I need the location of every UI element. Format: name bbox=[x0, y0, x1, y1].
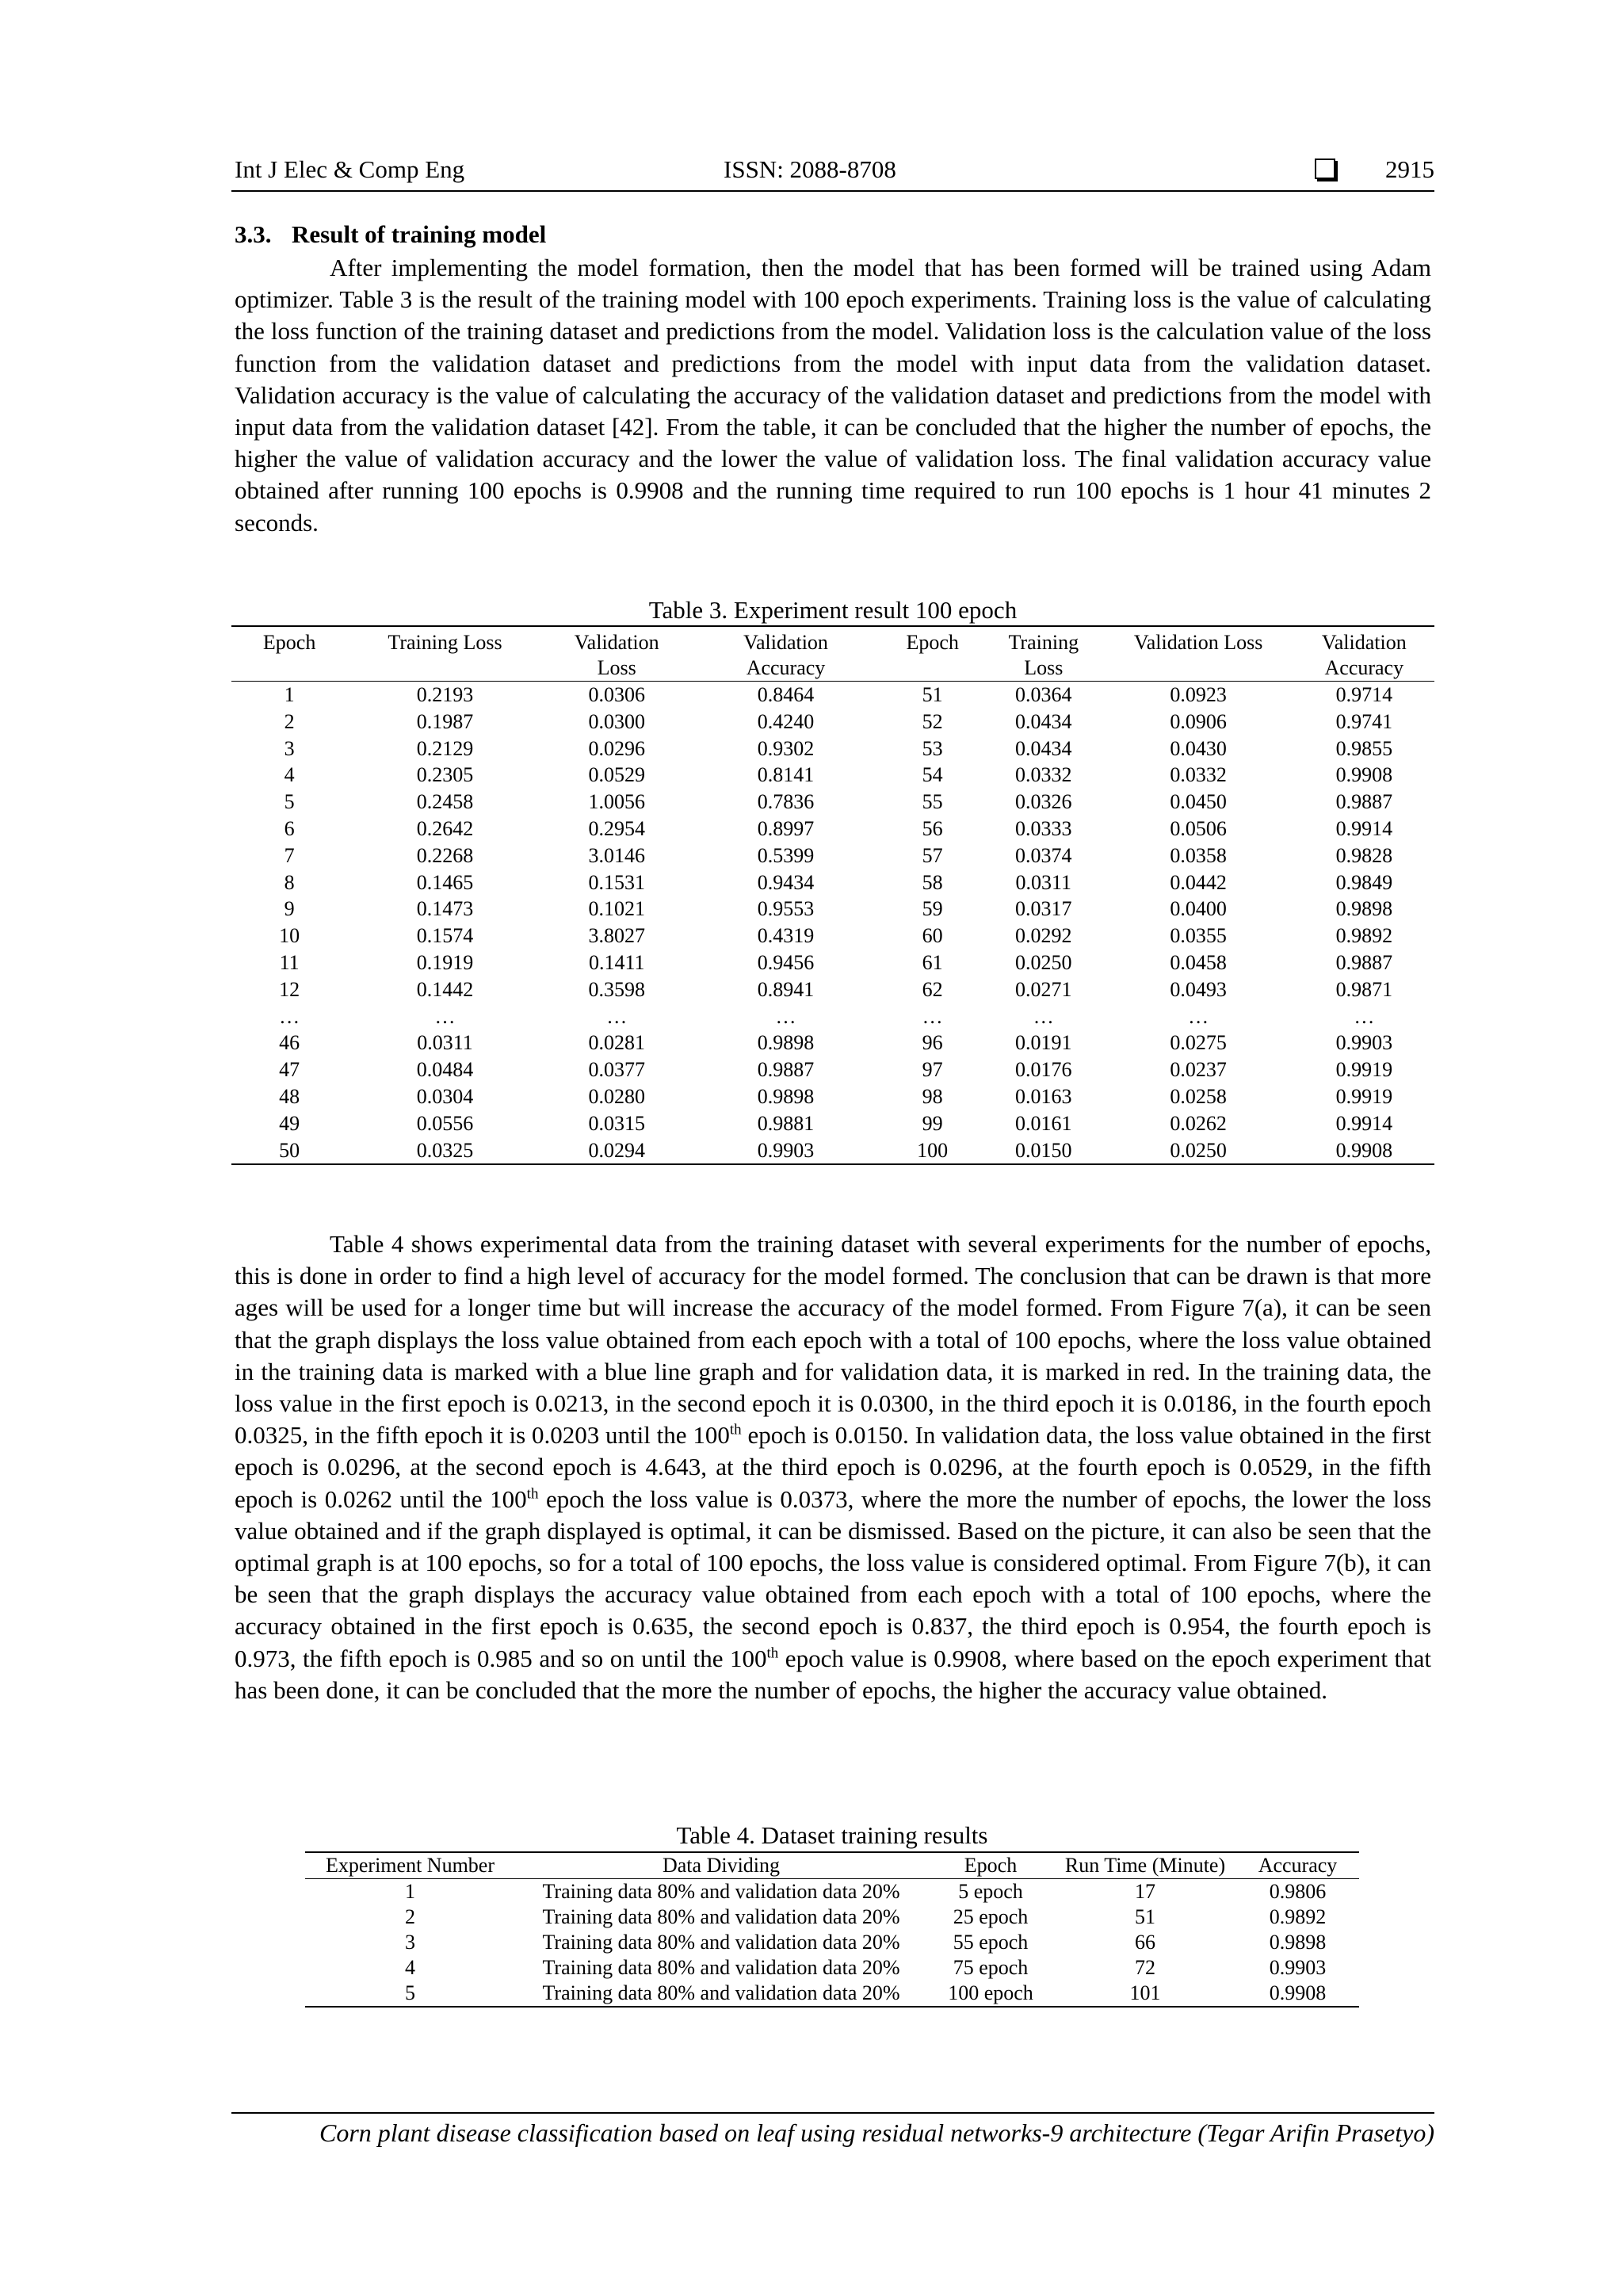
paragraph-text: epoch value is 0.9908, where based on the epoch experiment that has been done, it can be concluded that the more the number of epochs, the higher the accuracy value obtained. bbox=[235, 1644, 1432, 1704]
table3-cell: 0.9919 bbox=[1335, 1084, 1393, 1108]
table3-cell: 0.2129 bbox=[416, 736, 474, 760]
table3-row bbox=[231, 896, 1434, 923]
table3-row bbox=[231, 1030, 1434, 1056]
table3-cell: 50 bbox=[279, 1138, 300, 1162]
table3-cell: 0.0300 bbox=[588, 709, 645, 733]
table3-cell: 0.0250 bbox=[1015, 950, 1072, 974]
table3-cell: 0.2642 bbox=[416, 816, 474, 840]
table3-cell: 0.9881 bbox=[757, 1111, 815, 1135]
section-title: Result of training model bbox=[292, 220, 547, 248]
table3-cell: 7 bbox=[284, 843, 295, 867]
table3-cell: 0.0377 bbox=[588, 1058, 645, 1082]
table3-cell: 0.0458 bbox=[1170, 950, 1227, 974]
table4-header-cell: Run Time (Minute) bbox=[1064, 1854, 1226, 1877]
table3-cell: 52 bbox=[922, 709, 943, 733]
table4-header-cell: Experiment Number bbox=[326, 1854, 495, 1877]
table3-cell: 0.7836 bbox=[757, 790, 815, 814]
table3-cell: 0.4319 bbox=[757, 924, 815, 948]
paragraph-text: epoch is 0.0150. In validation data, the loss value obtained in the first epoch is 0.0296, at the second epoch is 4.643, at the third epoch is 0.0296, at the fourth epoch is 0.0529, in the fifth epoch is 0.0262 until the 100 bbox=[235, 1421, 1431, 1513]
table4-caption: Table 4. Dataset training results bbox=[676, 1821, 988, 1849]
table4-cell: Training data 80% and validation data 20% bbox=[542, 1981, 900, 2004]
table4-dataset-training-results bbox=[305, 1851, 1359, 2008]
table3-row bbox=[231, 976, 1434, 1003]
table3-cell: 58 bbox=[922, 870, 943, 894]
running-header bbox=[231, 155, 1434, 192]
table3-cell: … bbox=[775, 1004, 796, 1028]
table3-cell: 9 bbox=[284, 897, 295, 921]
table3-cell: 3 bbox=[284, 736, 295, 760]
table3-row bbox=[231, 789, 1434, 816]
table4-cell: 0.9806 bbox=[1269, 1880, 1327, 1903]
table3-cell: 0.9456 bbox=[757, 950, 815, 974]
table3-cell: … bbox=[1354, 1004, 1375, 1028]
table3-cell: 0.0271 bbox=[1015, 977, 1072, 1001]
table3-cell: 4 bbox=[284, 763, 295, 787]
table3-header-cell: Validation Accuracy bbox=[743, 631, 828, 679]
table3-cell: 0.0333 bbox=[1015, 816, 1072, 840]
table3-cell: 100 bbox=[917, 1138, 949, 1162]
table4-cell: 2 bbox=[405, 1905, 415, 1928]
table3-cell: 0.1442 bbox=[416, 977, 474, 1001]
table4-cell: Training data 80% and validation data 20% bbox=[542, 1931, 900, 1954]
table3-cell: 0.9898 bbox=[757, 1031, 815, 1055]
table4-header-cell: Epoch bbox=[964, 1854, 1018, 1877]
table4-row bbox=[305, 1955, 1359, 1981]
table3-cell: 0.0294 bbox=[588, 1138, 645, 1162]
table3-cell: 1 bbox=[284, 683, 295, 706]
table3-cell: 0.0163 bbox=[1015, 1084, 1072, 1108]
table4-body bbox=[305, 1879, 1359, 2008]
table3-cell: 0.9714 bbox=[1335, 683, 1393, 706]
table4-cell: 55 epoch bbox=[953, 1931, 1029, 1954]
table3-cell: 0.0364 bbox=[1015, 683, 1072, 706]
table3-cell: … bbox=[279, 1004, 300, 1028]
table3-cell: 96 bbox=[922, 1031, 943, 1055]
table3-cell: 0.0296 bbox=[588, 736, 645, 760]
table3-cell: 0.9828 bbox=[1335, 843, 1393, 867]
table3-cell: 0.0556 bbox=[416, 1111, 474, 1135]
table3-cell: 12 bbox=[279, 977, 300, 1001]
table3-cell: 0.0262 bbox=[1170, 1111, 1227, 1135]
table3-cell: 99 bbox=[922, 1111, 943, 1135]
table4-cell: Training data 80% and validation data 20% bbox=[542, 1905, 900, 1928]
table3-cell: 0.0258 bbox=[1170, 1084, 1227, 1108]
table4-header-cell: Data Dividing bbox=[662, 1854, 781, 1877]
table4-cell: 3 bbox=[405, 1931, 415, 1954]
table3-cell: 0.0374 bbox=[1015, 843, 1072, 867]
table4-cell: Training data 80% and validation data 20% bbox=[542, 1956, 900, 1979]
table3-cell: 0.1919 bbox=[416, 950, 474, 974]
table3-cell: 0.1987 bbox=[416, 709, 474, 733]
table3-cell: 46 bbox=[279, 1031, 300, 1055]
table3-cell: 0.8141 bbox=[757, 763, 815, 787]
journal-name: Int J Elec & Comp Eng bbox=[235, 155, 465, 183]
table4-cell: 101 bbox=[1129, 1981, 1161, 2004]
table3-cell: 0.1411 bbox=[588, 950, 645, 974]
table3-header-cell: Training Loss bbox=[1008, 631, 1079, 679]
table3-cell: 0.0484 bbox=[416, 1058, 474, 1082]
table3-cell: 0.0450 bbox=[1170, 790, 1227, 814]
table3-cell: 0.9434 bbox=[757, 870, 815, 894]
table3-row bbox=[231, 682, 1434, 709]
table3-cell: 0.9919 bbox=[1335, 1058, 1393, 1082]
paragraph-discussion bbox=[235, 1228, 1431, 1706]
ordinal-suffix: th bbox=[766, 1645, 779, 1662]
table3-cell: 61 bbox=[922, 950, 943, 974]
table3-row bbox=[231, 869, 1434, 896]
table3-cell: 0.0161 bbox=[1015, 1111, 1072, 1135]
table3-row bbox=[231, 709, 1434, 735]
table3-cell: 0.8941 bbox=[757, 977, 815, 1001]
table4-cell: 66 bbox=[1135, 1931, 1155, 1954]
table3-cell: 56 bbox=[922, 816, 943, 840]
table3-cell: 0.0434 bbox=[1015, 709, 1072, 733]
table3-cell: 3.0146 bbox=[588, 843, 645, 867]
table3-cell: 0.0906 bbox=[1170, 709, 1227, 733]
table3-cell: 49 bbox=[279, 1111, 300, 1135]
table3-cell: 0.0923 bbox=[1170, 683, 1227, 706]
table3-cell: 0.2305 bbox=[416, 763, 474, 787]
table3-header-cell: Validation Accuracy bbox=[1321, 631, 1407, 679]
table4-cell: 0.9892 bbox=[1269, 1905, 1327, 1928]
paragraph-text: epoch the loss value is 0.0373, where the more the number of epochs, the lower the loss value obtained and if the graph displayed is optimal, it can be dismissed. Based on the picture, it can also be seen that the optimal graph is at 100 epochs, so for a total of 100 epochs, the loss value is considered optimal. From Figure 7(b), it can be seen that the graph displays the accuracy value obtained from each epoch with a total of 100 epochs, where the accuracy obtained in the first epoch is 0.635, the second epoch is 0.837, the third epoch is 0.954, the fourth epoch is 0.973, the fifth epoch is 0.985 and so on until the 100 bbox=[235, 1484, 1432, 1672]
table3-cell: 8 bbox=[284, 870, 295, 894]
table3-cell: 10 bbox=[279, 924, 300, 948]
section-heading bbox=[235, 220, 546, 249]
table3-cell: 0.2954 bbox=[588, 816, 645, 840]
table3-cell: 0.9887 bbox=[757, 1058, 815, 1082]
table3-cell: 0.1021 bbox=[588, 897, 645, 921]
table3-cell: 0.0430 bbox=[1170, 736, 1227, 760]
table4-cell: 17 bbox=[1135, 1880, 1155, 1903]
table4-header-row bbox=[305, 1852, 1359, 1879]
table3-cell: 53 bbox=[922, 736, 943, 760]
table3-cell: 0.0434 bbox=[1015, 736, 1072, 760]
table3-cell: 0.9553 bbox=[757, 897, 815, 921]
table3-cell: 0.9887 bbox=[1335, 790, 1393, 814]
page-number: 2915 bbox=[1385, 155, 1434, 183]
table3-cell: 0.0506 bbox=[1170, 816, 1227, 840]
table3-cell: 0.9892 bbox=[1335, 924, 1393, 948]
table3-cell: 5 bbox=[284, 790, 295, 814]
table3-row bbox=[231, 949, 1434, 976]
table3-cell: … bbox=[1033, 1004, 1054, 1028]
paragraph-text: Table 4 shows experimental data from the training dataset with several experiments for the number of epochs, this is done in order to find a high level of accuracy for the model formed. The conclusion that can be drawn is that more ages will be used for a longer time but will increase the accuracy of the model formed. From Figure 7(a), it can be seen that the graph displays the loss value obtained from each epoch with a total of 100 epochs, where the loss value obtained in the training data is marked with a blue line graph and for validation data, it is marked in red. In the training data, the loss value in the first epoch is 0.0213, in the second epoch it is 0.0300, in the third epoch it is 0.0186, in the fourth epoch 0.0325, in the fifth epoch it is 0.0203 until the 100 bbox=[235, 1230, 1431, 1450]
table3-cell: 0.0280 bbox=[588, 1084, 645, 1108]
table3-cell: 0.9914 bbox=[1335, 816, 1393, 840]
table3-cell: 48 bbox=[279, 1084, 300, 1108]
table4-row bbox=[305, 1904, 1359, 1930]
table3-cell: 0.9903 bbox=[757, 1138, 815, 1162]
table3-cell: 0.0317 bbox=[1015, 897, 1072, 921]
table3-cell: 0.0493 bbox=[1170, 977, 1227, 1001]
table3-cell: 0.8997 bbox=[757, 816, 815, 840]
table3-cell: 0.0311 bbox=[1015, 870, 1072, 894]
table3-cell: 0.3598 bbox=[588, 977, 645, 1001]
table3-cell: 55 bbox=[922, 790, 943, 814]
table3-cell: 0.9302 bbox=[757, 736, 815, 760]
table4-cell: 51 bbox=[1135, 1905, 1155, 1928]
table3-cell: 0.9741 bbox=[1335, 709, 1393, 733]
table3-caption: Table 3. Experiment result 100 epoch bbox=[648, 596, 1018, 624]
table3-cell: 0.4240 bbox=[757, 709, 815, 733]
table3-cell: 0.0304 bbox=[416, 1084, 474, 1108]
table3-cell: 0.1531 bbox=[588, 870, 645, 894]
table3-cell: 0.9908 bbox=[1335, 1138, 1393, 1162]
table3-cell: 0.2458 bbox=[416, 790, 474, 814]
table3-cell: 6 bbox=[284, 816, 295, 840]
table4-cell: Training data 80% and validation data 20% bbox=[542, 1880, 900, 1903]
running-footer: Corn plant disease classification based on leaf using residual networks-9 architecture (Tegar Arifin Prasetyo) bbox=[231, 2112, 1434, 2148]
table3-cell: … bbox=[606, 1004, 628, 1028]
table3-cell: 0.9898 bbox=[1335, 897, 1393, 921]
table3-header-cell: Validation Loss bbox=[574, 631, 659, 679]
table3-cell: 98 bbox=[922, 1084, 943, 1108]
table3-cell: 0.5399 bbox=[757, 843, 815, 867]
table3-cell: 0.1473 bbox=[416, 897, 474, 921]
table3-cell: 47 bbox=[279, 1058, 300, 1082]
table4-cell: 100 epoch bbox=[948, 1981, 1033, 2004]
table3-cell: 0.0325 bbox=[416, 1138, 474, 1162]
table3-cell: 0.0311 bbox=[417, 1031, 473, 1055]
table3-cell: … bbox=[434, 1004, 456, 1028]
table3-row bbox=[231, 762, 1434, 789]
square-icon bbox=[1315, 159, 1335, 179]
table3-row bbox=[231, 816, 1434, 842]
ordinal-suffix: th bbox=[729, 1421, 742, 1438]
table3-cell: 0.0332 bbox=[1170, 763, 1227, 787]
table4-cell: 4 bbox=[405, 1956, 415, 1979]
table3-row bbox=[231, 1056, 1434, 1083]
table3-cell: 0.0281 bbox=[588, 1031, 645, 1055]
table3-row bbox=[231, 735, 1434, 762]
table3-cell: 0.0306 bbox=[588, 683, 645, 706]
table3-cell: 0.0332 bbox=[1015, 763, 1072, 787]
table3-cell: 57 bbox=[922, 843, 943, 867]
table4-cell: 5 epoch bbox=[958, 1880, 1023, 1903]
table3-cell: 0.0191 bbox=[1015, 1031, 1072, 1055]
table3-cell: 0.9908 bbox=[1335, 763, 1393, 787]
table4-row bbox=[305, 1930, 1359, 1955]
table3-row bbox=[231, 842, 1434, 869]
table3-cell: … bbox=[1188, 1004, 1209, 1028]
table3-cell: 2 bbox=[284, 709, 295, 733]
table3-cell: 62 bbox=[922, 977, 943, 1001]
table3-cell: 0.0355 bbox=[1170, 924, 1227, 948]
table3-cell: 1.0056 bbox=[588, 790, 645, 814]
table3-cell: 0.0292 bbox=[1015, 924, 1072, 948]
ordinal-suffix: th bbox=[526, 1485, 539, 1503]
table3-cell: 51 bbox=[922, 683, 943, 706]
table4-cell: 0.9903 bbox=[1269, 1956, 1327, 1979]
table3-cell: 59 bbox=[922, 897, 943, 921]
paragraph-results: After implementing the model formation, then the model that has been formed will be trained using Adam optimizer. Table 3 is the result of the training model with 100 epoch experiments. Training loss is the value of calculating the loss function of the training dataset and predictions from the model. Validation loss is the calculation value of the loss function from the validation dataset and predictions from the model with input data from the validation dataset. Validation accuracy is the value of calculating the accuracy of the validation dataset and predictions from the model with input data from the validation dataset [42]. From the table, it can be concluded that the higher the number of epochs, the higher the value of validation accuracy and the lower the value of validation loss. The final validation accuracy value obtained after running 100 epochs is 0.9908 and the running time required to run 100 epochs is 1 hour 41 minutes 2 seconds. bbox=[235, 254, 1431, 537]
table3-cell: 0.9849 bbox=[1335, 870, 1393, 894]
table3-cell: 0.9871 bbox=[1335, 977, 1393, 1001]
table4-cell: 72 bbox=[1135, 1956, 1155, 1979]
table3-header-cell: Training Loss bbox=[388, 631, 502, 654]
table3-cell: 0.8464 bbox=[757, 683, 815, 706]
table3-cell: 0.0250 bbox=[1170, 1138, 1227, 1162]
table3-cell: 0.9887 bbox=[1335, 950, 1393, 974]
table3-experiment-results bbox=[231, 625, 1434, 1165]
table4-cell: 75 epoch bbox=[953, 1956, 1029, 1979]
issn: ISSN: 2088-8708 bbox=[724, 155, 896, 183]
table3-cell: 0.2193 bbox=[416, 683, 474, 706]
table3-cell: 3.8027 bbox=[588, 924, 645, 948]
table3-row bbox=[231, 923, 1434, 949]
table4-cell: 0.9908 bbox=[1269, 1981, 1327, 2004]
table3-cell: … bbox=[922, 1004, 943, 1028]
table4-cell: 1 bbox=[405, 1880, 415, 1903]
section-number: 3.3. bbox=[235, 220, 272, 248]
table3-header-cell: Epoch bbox=[906, 631, 959, 654]
table4-header-cell: Accuracy bbox=[1258, 1854, 1338, 1877]
table3-cell: 0.0275 bbox=[1170, 1031, 1227, 1055]
table3-cell: 0.1574 bbox=[416, 924, 474, 948]
table3-cell: 0.0176 bbox=[1015, 1058, 1072, 1082]
table4-cell: 0.9898 bbox=[1269, 1931, 1327, 1954]
table4-cell: 5 bbox=[405, 1981, 415, 2004]
table3-header-row bbox=[231, 626, 1434, 682]
table3-cell: 0.9903 bbox=[1335, 1031, 1393, 1055]
table3-cell: 60 bbox=[922, 924, 943, 948]
table3-cell: 11 bbox=[279, 950, 300, 974]
table3-cell: 0.9855 bbox=[1335, 736, 1393, 760]
table3-header-cell: Validation Loss bbox=[1133, 631, 1263, 654]
table3-row bbox=[231, 1110, 1434, 1137]
table3-cell: 0.9914 bbox=[1335, 1111, 1393, 1135]
table3-cell: 0.9898 bbox=[757, 1084, 815, 1108]
table3-cell: 54 bbox=[922, 763, 943, 787]
table3-cell: 0.1465 bbox=[416, 870, 474, 894]
table3-cell: 0.0315 bbox=[588, 1111, 645, 1135]
table3-body bbox=[231, 682, 1434, 1165]
table3-cell: 0.0358 bbox=[1170, 843, 1227, 867]
table3-row bbox=[231, 1137, 1434, 1165]
table3-cell: 0.0529 bbox=[588, 763, 645, 787]
table3-cell: 0.0237 bbox=[1170, 1058, 1227, 1082]
table4-row bbox=[305, 1879, 1359, 1905]
table3-cell: 97 bbox=[922, 1058, 943, 1082]
table3-cell: 0.2268 bbox=[416, 843, 474, 867]
table3-cell: 0.0442 bbox=[1170, 870, 1227, 894]
table3-cell: 0.0326 bbox=[1015, 790, 1072, 814]
table3-row bbox=[231, 1003, 1434, 1030]
table3-row bbox=[231, 1083, 1434, 1110]
table3-cell: 0.0400 bbox=[1170, 897, 1227, 921]
table4-row bbox=[305, 1981, 1359, 2007]
table4-cell: 25 epoch bbox=[953, 1905, 1029, 1928]
table3-header-cell: Epoch bbox=[262, 631, 316, 654]
table3-cell: 0.0150 bbox=[1015, 1138, 1072, 1162]
